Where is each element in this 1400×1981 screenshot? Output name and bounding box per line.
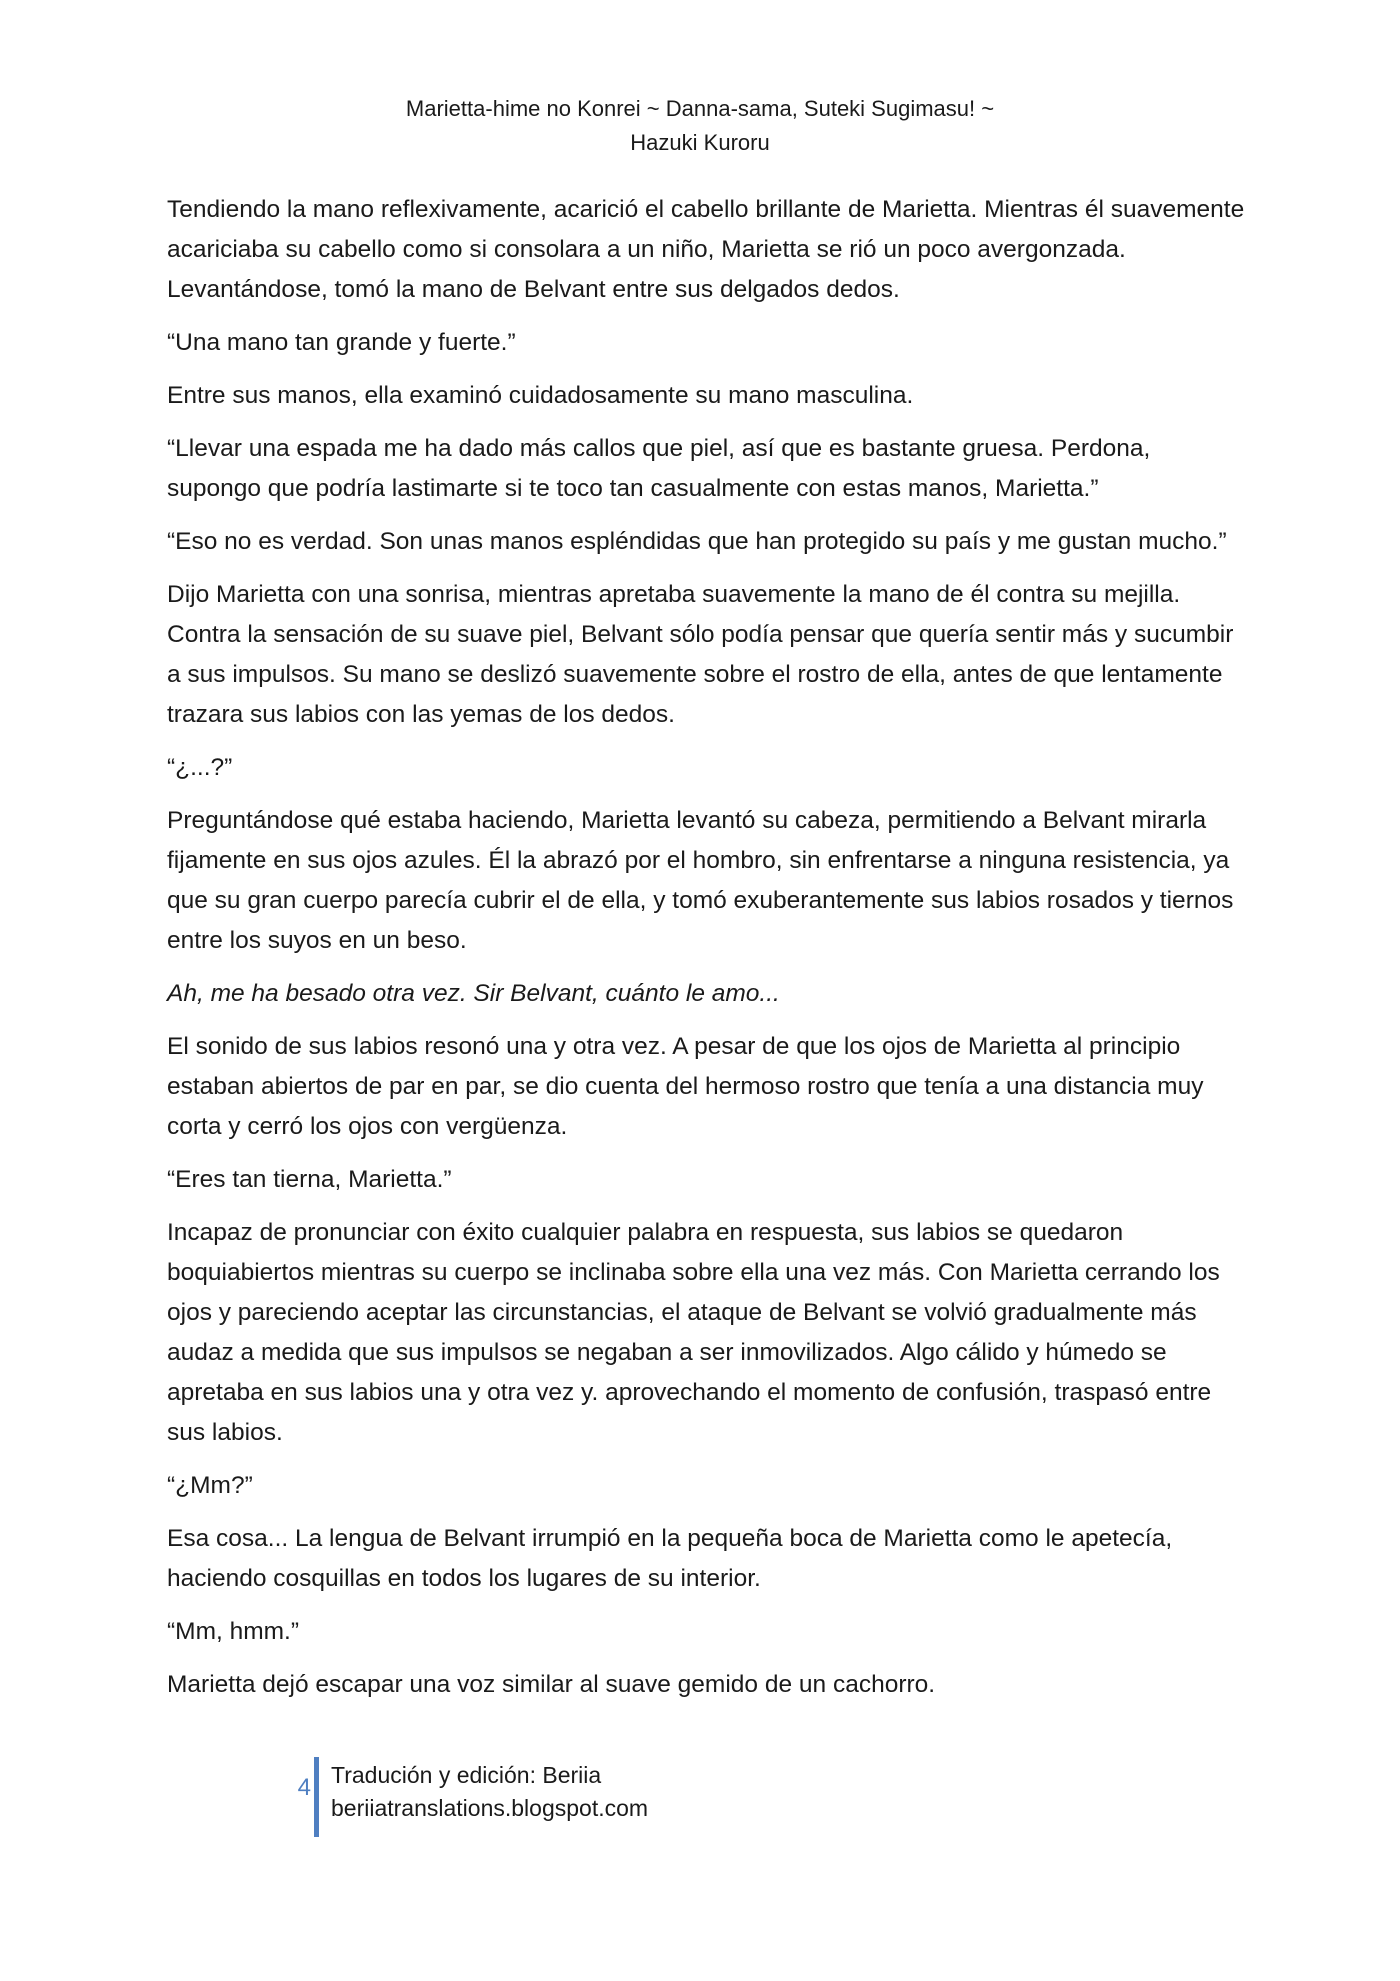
paragraph: Preguntándose qué estaba haciendo, Marietta levantó su cabeza, permitiendo a Belvant mirarla fijamente en sus ojos azules. Él la abrazó por el hombro, sin enfrentarse a ninguna resistencia, ya que su gran cuerpo parecía cubrir el de ella, y tomó exuberantemente sus labios rosados y tiernos entre los suyos en un beso. <box>167 807 1234 954</box>
paragraph: “¿...?” <box>167 754 233 781</box>
paragraph: “Llevar una espada me ha dado más callos que piel, así que es bastante gruesa. Perdona, supongo que podría lastimarte si te toco tan casualmente con estas manos, Marietta.” <box>167 435 1151 502</box>
paragraph: “Una mano tan grande y fuerte.” <box>167 329 516 356</box>
paragraph: “¿Mm?” <box>167 1472 253 1499</box>
page-header <box>0 92 1400 160</box>
paragraph: Tendiendo la mano reflexivamente, acarició el cabello brillante de Marietta. Mientras él suavemente acariciaba su cabello como si consolara a un niño, Marietta se rió un poco avergonzada. Levantándose, tomó la mano de Belvant entre sus delgados dedos. <box>167 196 1245 303</box>
footer-credits <box>331 1759 648 1825</box>
paragraph: Marietta dejó escapar una voz similar al suave gemido de un cachorro. <box>167 1671 936 1698</box>
body-text <box>167 190 1245 1718</box>
paragraph: “Eres tan tierna, Marietta.” <box>167 1166 452 1193</box>
paragraph: Incapaz de pronunciar con éxito cualquier palabra en respuesta, sus labios se quedaron boquiabiertos mientras su cuerpo se inclinaba sobre ella una vez más. Con Marietta cerrando los ojos y pareciendo aceptar las circunstancias, el ataque de Belvant se volvió gradualmente más audaz a medida que sus impulsos se negaban a ser inmovilizados. Algo cálido y húmedo se apretaba en sus labios una y otra vez y. aprovechando el momento de confusión, traspasó entre sus labios. <box>167 1219 1220 1446</box>
header-title: Marietta-hime no Konrei ~ Danna-sama, Suteki Sugimasu! ~ <box>405 96 995 121</box>
footer-divider <box>314 1757 319 1837</box>
paragraph: “Eso no es verdad. Son unas manos espléndidas que han protegido su país y me gustan mucho.” <box>167 528 1227 555</box>
blog-address: beriiatranslations.blogspot.com <box>331 1795 649 1821</box>
page-footer <box>289 1757 789 1837</box>
page-number: 4 <box>297 1774 311 1801</box>
paragraph: “Mm, hmm.” <box>167 1618 299 1645</box>
header-author: Hazuki Kuroru <box>630 130 770 155</box>
paragraph: Dijo Marietta con una sonrisa, mientras apretaba suavemente la mano de él contra su mejilla. Contra la sensación de su suave piel, Belvant sólo podía pensar que quería sentir más y sucumbir a sus impulsos. Su mano se deslizó suavemente sobre el rostro de ella, antes de que lentamente trazara sus labios con las yemas de los dedos. <box>167 581 1234 728</box>
translation-credit: Tradución y edición: Beriia <box>331 1762 602 1788</box>
paragraph: El sonido de sus labios resonó una y otra vez. A pesar de que los ojos de Marietta al principio estaban abiertos de par en par, se dio cuenta del hermoso rostro que tenía a una distancia muy corta y cerró los ojos con vergüenza. <box>167 1033 1204 1140</box>
paragraph-italic: Ah, me ha besado otra vez. Sir Belvant, cuánto le amo... <box>167 980 780 1007</box>
paragraph: Esa cosa... La lengua de Belvant irrumpió en la pequeña boca de Marietta como le apetecía, haciendo cosquillas en todos los lugares de su interior. <box>167 1525 1173 1592</box>
paragraph: Entre sus manos, ella examinó cuidadosamente su mano masculina. <box>167 382 914 409</box>
